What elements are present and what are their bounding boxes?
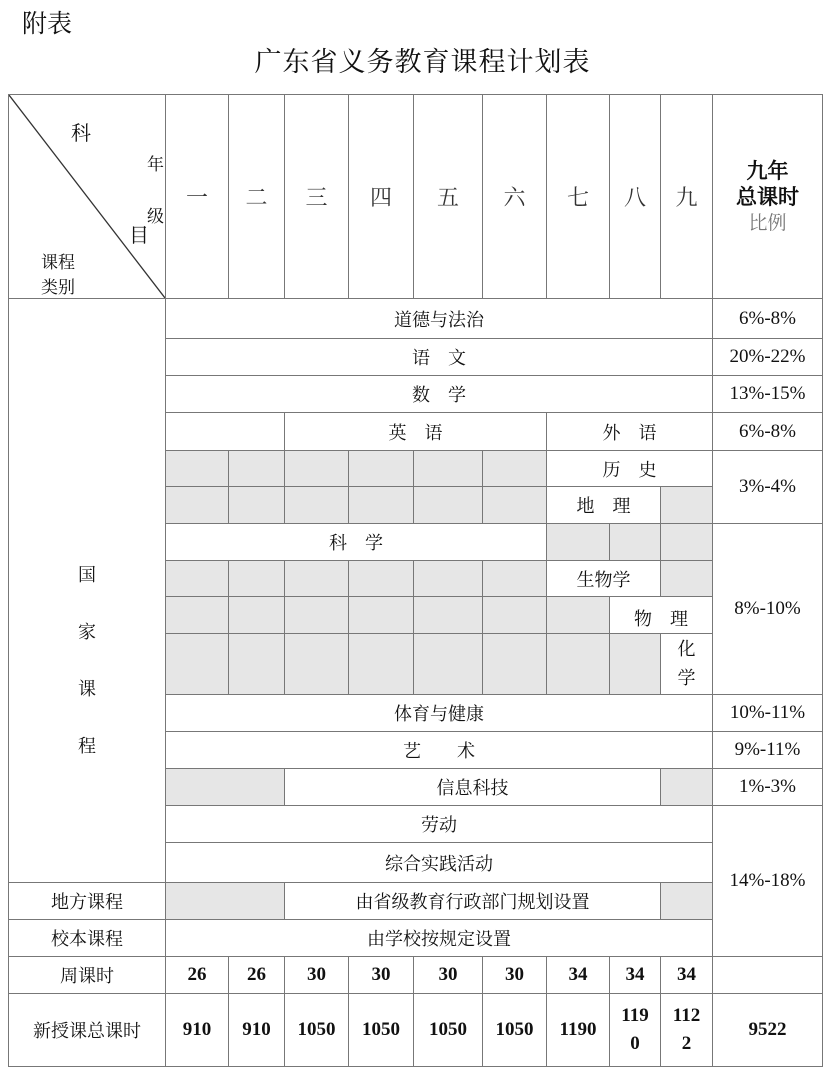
grand-total-hours: 9522 — [712, 993, 823, 1067]
gray-cell — [660, 768, 713, 806]
ratio-morality-law: 6%-8% — [712, 298, 823, 339]
weekly-hours-g1: 26 — [165, 956, 229, 994]
gray-cell — [413, 596, 483, 634]
subject-foreign-language: 外 语 — [546, 412, 713, 451]
weekly-hours-g6: 30 — [482, 956, 547, 994]
ratio-labor-practice-local-school: 14%-18% — [712, 805, 823, 957]
subject-english: 英 语 — [284, 412, 547, 451]
header-corner-cell — [8, 94, 166, 299]
grade-header-3: 三 — [284, 94, 349, 299]
ratio-foreign-language: 6%-8% — [712, 412, 823, 451]
gray-cell — [284, 560, 349, 597]
weekly-hours-g4: 30 — [348, 956, 414, 994]
category-school: 校本课程 — [8, 919, 166, 957]
gray-cell — [348, 450, 414, 487]
corner-subject: 科 — [71, 121, 91, 145]
gray-cell — [660, 882, 713, 920]
ratio-history-geography: 3%-4% — [712, 450, 823, 524]
page-title: 广东省义务教育课程计划表 — [254, 47, 591, 78]
national-char: 程 — [78, 735, 96, 757]
gray-cell — [660, 560, 713, 597]
total-ratio-header — [712, 94, 823, 299]
gray-cell — [284, 596, 349, 634]
ratio-arts: 9%-11% — [712, 731, 823, 769]
total-hours-g7: 1190 — [546, 993, 610, 1067]
grade-header-9: 九 — [660, 94, 713, 299]
gray-cell — [348, 633, 414, 695]
total-hours-g5: 1050 — [413, 993, 483, 1067]
gray-cell — [284, 486, 349, 524]
gray-cell — [284, 633, 349, 695]
gray-cell — [546, 633, 610, 695]
gray-cell — [413, 633, 483, 695]
subject-chemistry — [660, 633, 713, 695]
gray-cell — [482, 596, 547, 634]
gray-cell — [413, 450, 483, 487]
ratio-math: 13%-15% — [712, 375, 823, 413]
grade-header-6: 六 — [482, 94, 547, 299]
ratio-science: 8%-10% — [712, 523, 823, 695]
ratio-chinese: 20%-22% — [712, 338, 823, 376]
corner-grade-2: 级 — [147, 207, 164, 227]
gray-cell — [660, 523, 713, 561]
grade-header-1: 一 — [165, 94, 229, 299]
empty-cell — [165, 412, 285, 451]
gray-cell — [482, 633, 547, 695]
gray-cell — [413, 560, 483, 597]
gray-cell — [165, 596, 229, 634]
gray-cell — [228, 486, 285, 524]
gray-cell — [228, 633, 285, 695]
gray-cell — [165, 633, 229, 695]
gray-cell — [546, 523, 610, 561]
subject-geography: 地 理 — [546, 486, 661, 524]
total-hours-g9-part: 112 — [672, 1005, 701, 1026]
total-hours-g4: 1050 — [348, 993, 414, 1067]
weekly-hours-g9: 34 — [660, 956, 713, 994]
gray-cell — [546, 596, 610, 634]
national-char: 家 — [78, 621, 96, 643]
total-hours-g9-part: 2 — [681, 1033, 692, 1054]
total-hours-g8 — [609, 993, 661, 1067]
gray-cell — [165, 882, 285, 920]
grade-header-5: 五 — [413, 94, 483, 299]
total-hours-g1: 910 — [165, 993, 229, 1067]
subject-math: 数 学 — [165, 375, 713, 413]
subject-biology: 生物学 — [546, 560, 661, 597]
corner-subject-2: 目 — [129, 223, 149, 247]
gray-cell — [348, 486, 414, 524]
annex-label: 附表 — [22, 9, 73, 38]
grade-header-4: 四 — [348, 94, 414, 299]
weekly-hours-g2: 26 — [228, 956, 285, 994]
subject-morality-law: 道德与法治 — [165, 298, 713, 339]
gray-cell — [348, 560, 414, 597]
total-header-line2: 总课时 — [736, 184, 799, 209]
category-local: 地方课程 — [8, 882, 166, 920]
gray-cell — [165, 486, 229, 524]
grade-header-2: 二 — [228, 94, 285, 299]
gray-cell — [165, 560, 229, 597]
ratio-pe-health: 10%-11% — [712, 694, 823, 732]
weekly-hours-g3: 30 — [284, 956, 349, 994]
total-hours-label: 新授课总课时 — [8, 993, 166, 1067]
grade-header-7: 七 — [546, 94, 610, 299]
weekly-hours-g7: 34 — [546, 956, 610, 994]
weekly-hours-label: 周课时 — [8, 956, 166, 994]
total-hours-g8-part: 0 — [630, 1033, 640, 1054]
subject-pe-health: 体育与健康 — [165, 694, 713, 732]
grade-header-8: 八 — [609, 94, 661, 299]
total-hours-g6: 1050 — [482, 993, 547, 1067]
weekly-hours-g5: 30 — [413, 956, 483, 994]
gray-cell — [660, 486, 713, 524]
gray-cell — [284, 450, 349, 487]
weekly-hours-g8: 34 — [609, 956, 661, 994]
subject-history: 历 史 — [546, 450, 713, 487]
chemistry-char: 化 — [677, 639, 696, 660]
gray-cell — [228, 596, 285, 634]
ratio-it: 1%-3% — [712, 768, 823, 806]
total-header-line3: 比例 — [748, 211, 787, 234]
total-hours-g2: 910 — [228, 993, 285, 1067]
corner-category-1: 课程 — [41, 253, 75, 273]
gray-cell — [165, 768, 285, 806]
subject-integrated-practice: 综合实践活动 — [165, 842, 713, 883]
national-char: 国 — [78, 564, 96, 586]
subject-it: 信息科技 — [284, 768, 661, 806]
gray-cell — [165, 450, 229, 487]
corner-grade-1: 年 — [147, 155, 164, 175]
gray-cell — [348, 596, 414, 634]
gray-cell — [609, 523, 661, 561]
subject-chinese: 语 文 — [165, 338, 713, 376]
chemistry-char: 学 — [677, 668, 696, 689]
gray-cell — [413, 486, 483, 524]
total-header-line1: 九年 — [746, 158, 789, 183]
school-course-desc: 由学校按规定设置 — [165, 919, 713, 957]
total-hours-g8-part: 119 — [621, 1005, 649, 1026]
weekly-hours-total-empty — [712, 956, 823, 994]
local-course-desc: 由省级教育行政部门规划设置 — [284, 882, 661, 920]
subject-labor: 劳动 — [165, 805, 713, 843]
subject-arts: 艺 术 — [165, 731, 713, 769]
gray-cell — [228, 450, 285, 487]
gray-cell — [482, 486, 547, 524]
gray-cell — [609, 633, 661, 695]
national-char: 课 — [78, 678, 96, 700]
total-hours-g3: 1050 — [284, 993, 349, 1067]
gray-cell — [482, 560, 547, 597]
corner-category-2: 类别 — [41, 278, 75, 298]
gray-cell — [482, 450, 547, 487]
category-national — [8, 298, 166, 883]
total-hours-g9 — [660, 993, 713, 1067]
gray-cell — [228, 560, 285, 597]
subject-science: 科 学 — [165, 523, 547, 561]
subject-physics: 物 理 — [609, 596, 713, 634]
